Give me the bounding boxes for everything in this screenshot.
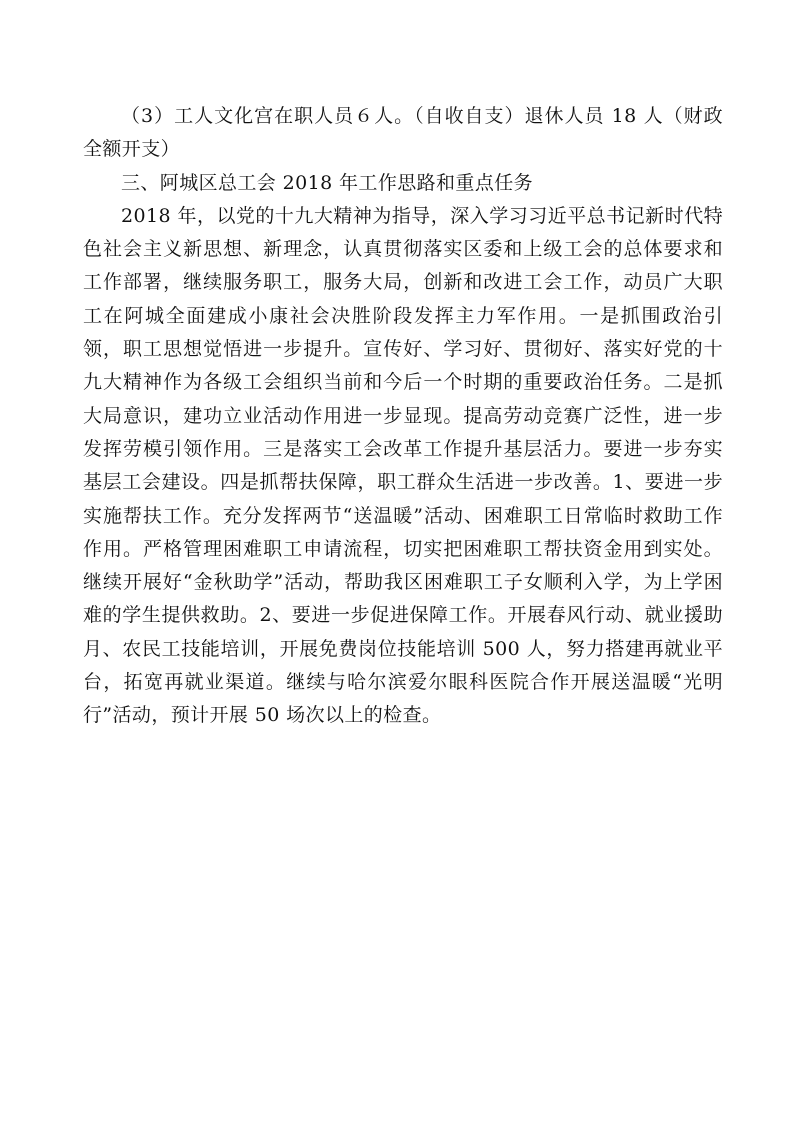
section-heading: 三、阿城区总工会 2018 年工作思路和重点任务: [121, 171, 534, 194]
work-plan-paragraph: 2018 年，以党的十九大精神为指导，深入学习习近平总书记新时代特色社会主义新思想、新理念，认真贯彻落实区委和上级工会的总体要求和工作部署，继续服务职工，服务大局，创新和改进工会工作，动员广大职工在阿城全面建成小康社会决胜阶段发挥主力军作用。一是抓围政治引领，职工思想觉悟进一步提升。宣传好、学习好、贯彻好、落实好党的十九大精神作为各级工会组织当前和今后一个时期的重要政治任务。二是抓大局意识，建功立业活动作用进一步显现。提高劳动竞赛广泛性，进一步发挥劳模引领作用。三是落实工会改革工作提升基层活力。要进一步夯实基层工会建设。四是抓帮扶保障，职工群众生活进一步改善。1、要进一步实施帮扶工作。充分发挥两节“送温暖”活动、困难职工日常临时救助工作作用。严格管理困难职工申请流程，切实把困难职工帮扶资金用到实处。继续开展好“金秋助学”活动，帮助我区困难职工子女顺利入学，为上学困难的学生提供救助。2、要进一步促进保障工作。开展春风行动、就业援助月、农民工技能培训，开展免费岗位技能培训 500 人，努力搭建再就业平台，拓宽再就业渠道。继续与哈尔滨爱尔眼科医院合作开展送温暖“光明行”活动，预计开展 50 场次以上的检查。: [83, 204, 723, 727]
document-body: [83, 100, 723, 733]
staff-count-line: （3）工人文化宫在职人员６人。（自收自支）退休人员 18 人（财政全额开支）: [83, 105, 723, 161]
